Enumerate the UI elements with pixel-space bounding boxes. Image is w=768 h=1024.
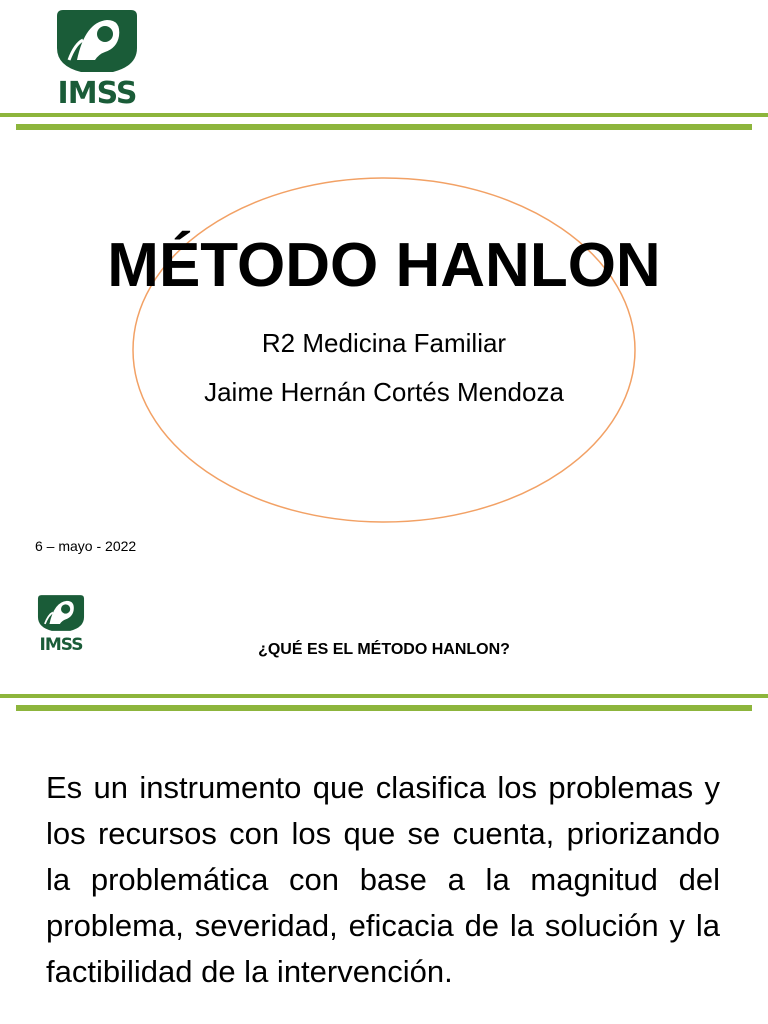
section-heading: ¿QUÉ ES EL MÉTODO HANLON?: [258, 641, 510, 658]
presentation-date: 6 – mayo - 2022: [35, 538, 137, 554]
section-rule-thick: [16, 705, 752, 711]
header-rule-thin: [0, 113, 768, 117]
logo-wordmark: IMSS: [39, 635, 83, 655]
subtitle-program: R2 Medicina Familiar: [261, 328, 507, 358]
imss-logo: [55, 8, 139, 109]
subtitle-author: Jaime Hernán Cortés Mendoza: [204, 377, 564, 407]
definition-paragraph: Es un instrumento que clasifica los problemas y los recursos con los que se cuenta, priorizando la problemática con base a la magnitud del problema, severidad, eficacia de la solución y la factibilidad de la intervención.: [46, 770, 720, 989]
header-rule-thick: [16, 124, 752, 130]
logo-wordmark: IMSS: [57, 76, 137, 111]
slide-title: MÉTODO HANLON: [107, 231, 661, 300]
imss-emblem-icon: [55, 8, 139, 74]
section-rule-thin: [0, 694, 768, 698]
imss-emblem-icon: [36, 594, 86, 632]
